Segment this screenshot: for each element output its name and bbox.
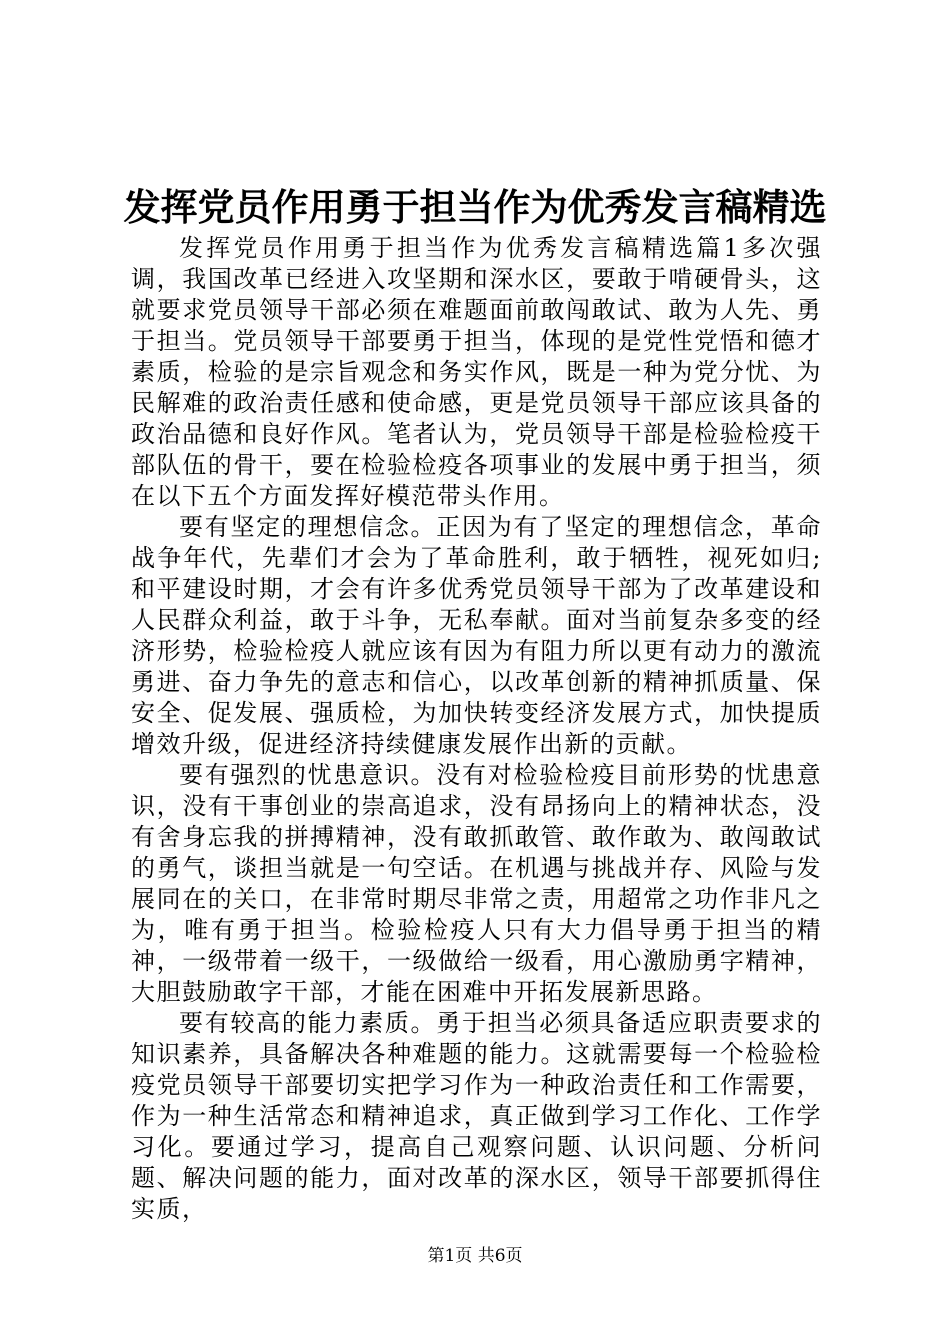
page-number-footer: 第1页 共6页 bbox=[427, 1246, 523, 1266]
document-body bbox=[131, 233, 822, 1225]
document-title: 发挥党员作用勇于担当作为优秀发言稿精选 bbox=[123, 185, 827, 229]
paragraph-intro: 发挥党员作用勇于担当作为优秀发言稿精选篇1多次强调，我国改革已经进入攻坚期和深水区，要敢于啃硬骨头，这就要求党员领导干部必须在难题面前敢闯敢试、敢为人先、勇于担当。党员领导干部要勇于担当，体现的是党性党悟和德才素质，检验的是宗旨观念和务实作风，既是一种为党分忧、为民解难的政治责任感和使命感，更是党员领导干部应该具备的政治品德和良好作风。笔者认为，党员领导干部是检验检疫干部队伍的骨干，要在检验检疫各项事业的发展中勇于担当，须在以下五个方面发挥好模范带头作用。 bbox=[131, 234, 822, 510]
paragraph-awareness: 要有强烈的忧患意识。没有对检验检疫目前形势的忧患意识，没有干事创业的崇高追求，没有昂扬向上的精神状态，没有舍身忘我的拼搏精神，没有敢抓敢管、敢作敢为、敢闯敢试的勇气，谈担当就是一句空话。在机遇与挑战并存、风险与发展同在的关口，在非常时期尽非常之责，用超常之功作非凡之为，唯有勇于担当。检验检疫人只有大力倡导勇于担当的精神，一级带着一级干，一级做给一级看，用心激励勇字精神，大胆鼓励敢字干部，才能在困难中开拓发展新思路。 bbox=[131, 761, 822, 1006]
paragraph-ability: 要有较高的能力素质。勇于担当必须具备适应职责要求的知识素养，具备解决各种难题的能力。这就需要每一个检验检疫党员领导干部要切实把学习作为一种政治责任和工作需要，作为一种生活常态和精神追求，真正做到学习工作化、工作学习化。要通过学习，提高自己观察问题、认识问题、分析问题、解决问题的能力，面对改革的深水区，领导干部要抓得住实质， bbox=[131, 1009, 822, 1223]
paragraph-ideals: 要有坚定的理想信念。正因为有了坚定的理想信念，革命战争年代，先辈们才会为了革命胜利，敢于牺牲，视死如归;和平建设时期，才会有许多优秀党员领导干部为了改革建设和人民群众利益，敢于斗争，无私奉献。面对当前复杂多变的经济形势，检验检疫人就应该有因为有阻力所以更有动力的激流勇进、奋力争先的意志和信心，以改革创新的精神抓质量、保安全、促发展、强质检，为加快转变经济发展方式，加快提质增效升级，促进经济持续健康发展作出新的贡献。 bbox=[131, 513, 822, 758]
